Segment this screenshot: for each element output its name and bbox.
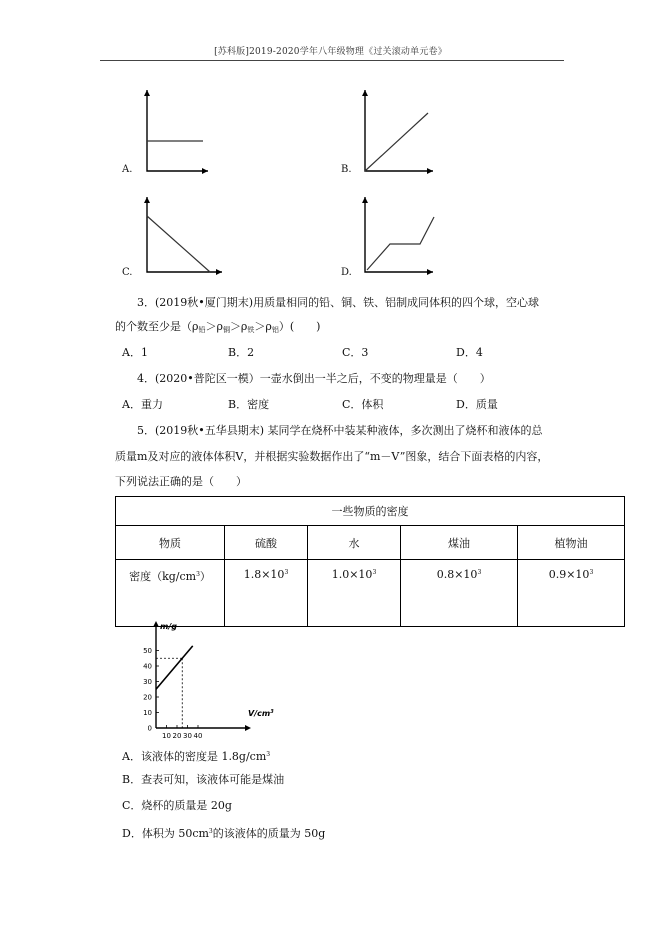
q5-option-c: C．烧杯的质量是 20g xyxy=(122,799,232,812)
graph-option-b-label: B. xyxy=(341,164,352,175)
q4-option-c: C．体积 xyxy=(342,398,384,411)
graph-option-a xyxy=(140,85,220,180)
mv-ytick-label: 20 xyxy=(143,693,152,702)
mv-ytick-label: 10 xyxy=(143,709,152,717)
graph-option-a-label: A. xyxy=(122,164,133,175)
table-header-cell: 硫酸 xyxy=(225,526,308,560)
table-row xyxy=(116,560,625,627)
q4-option-d: D．质量 xyxy=(456,398,498,411)
q3-option-d: D．4 xyxy=(456,346,483,359)
table-cell: $0.9\times 10^3$ xyxy=(518,560,625,627)
mv-xtick-label: 30 xyxy=(183,732,192,740)
table-header-cell: 植物油 xyxy=(518,526,625,560)
mv-ytick-label: 0 xyxy=(147,724,152,733)
graph-option-b xyxy=(358,85,448,180)
q3-option-a: A．1 xyxy=(122,346,148,359)
q4-option-b: B．密度 xyxy=(228,398,270,411)
q4-option-a: A．重力 xyxy=(122,398,163,411)
graph-option-c-label: C. xyxy=(122,267,133,278)
mv-graph xyxy=(130,618,290,743)
table-title: 一些物质的密度 xyxy=(116,497,625,526)
graph-option-c xyxy=(140,192,235,282)
mv-xtick-label: 10 xyxy=(162,732,171,740)
q4-line1: 4．(2020•普陀区一模）一壶水倒出一半之后，不变的物理量是（ ） xyxy=(137,372,491,385)
header-rule xyxy=(100,60,564,61)
q3-line1: 3．(2019秋•厦门期末)用质量相同的铅、铜、铁、铝制成同体积的四个球，空心球 xyxy=(137,296,540,309)
table-cell: $1.0\times 10^3$ xyxy=(308,560,401,627)
mv-ytick-label: 30 xyxy=(143,678,152,686)
mv-xlabel: $V/cm^3$ xyxy=(248,709,274,718)
mv-ytick-label: 50 xyxy=(143,647,152,655)
table-cell: $1.8\times 10^3$ xyxy=(225,560,308,627)
table-header-row xyxy=(116,526,625,560)
mv-ylabel: m/g xyxy=(160,622,177,631)
q3-option-b: B．2 xyxy=(228,346,255,359)
mv-xtick-label: 20 xyxy=(172,732,182,740)
q3-line2: 的个数至少是$(\rho_铅>\rho_铜>\rho_铁>\rho_铝)$( ) xyxy=(115,320,321,334)
mv-xtick-label: 40 xyxy=(193,732,203,740)
mv-series-line xyxy=(156,646,193,689)
page-header: [苏科版]2019-2020学年八年级物理《过关滚动单元卷》 xyxy=(214,47,447,57)
q5-line1: 5．(2019秋•五华县期末) 某同学在烧杯中装某种液体，多次测出了烧杯和液体的总 xyxy=(137,424,543,437)
graph-option-d xyxy=(358,192,448,282)
q5-option-d: D．体积为 $50cm^3$的该液体的质量为 50g xyxy=(122,827,326,840)
mv-ytick-label: 40 xyxy=(143,662,152,671)
q3-option-c: C．3 xyxy=(342,346,369,359)
q5-line3: 下列说法正确的是（ ） xyxy=(115,475,247,488)
density-table xyxy=(115,496,625,627)
q5-line2: 质量m及对应的液体体积V，并根据实验数据作出了“m－V”图象，结合下面表格的内容， xyxy=(115,450,549,463)
table-header-cell: 物质 xyxy=(116,526,225,560)
table-header-cell: 水 xyxy=(308,526,401,560)
table-cell: $0.8\times 10^3$ xyxy=(401,560,518,627)
q5-option-a: A．该液体的密度是 $1.8g/cm^3$ xyxy=(122,750,271,763)
table-header-cell: 煤油 xyxy=(401,526,518,560)
table-row-label: 密度$(kg/cm^3)$ xyxy=(116,560,225,627)
graph-option-d-label: D. xyxy=(341,267,352,278)
q5-option-b: B．查表可知，该液体可能是煤油 xyxy=(122,773,285,786)
